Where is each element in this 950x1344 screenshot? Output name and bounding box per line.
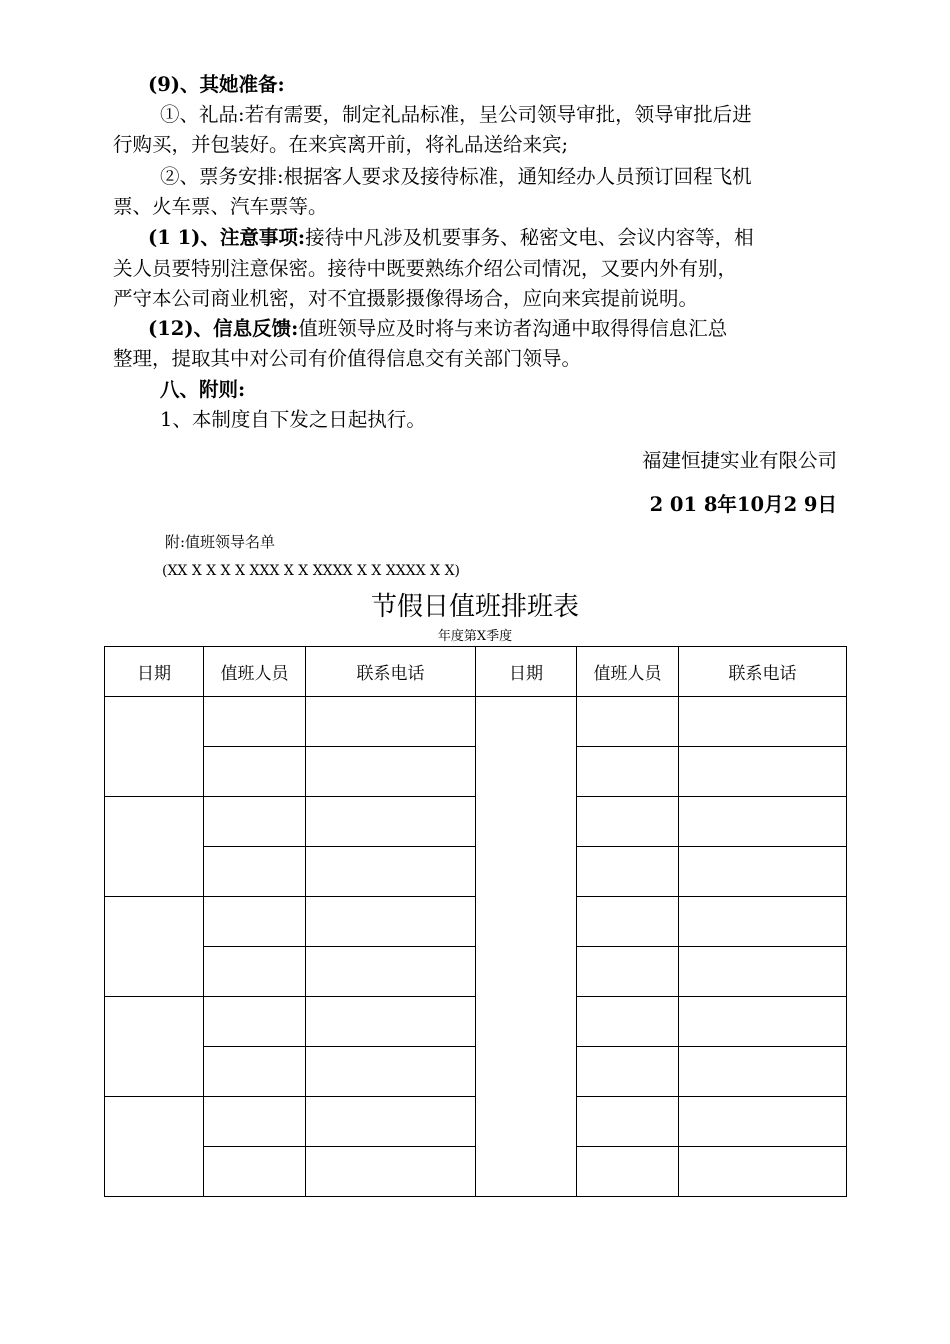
attachment-placeholder: (XX X X X X XXX X X XXXX X X XXXX X X) (162, 563, 461, 579)
section-12-cont: 整理，提取其中对公司有价值得信息交有关部门领导。 (113, 347, 582, 370)
staff-cell[interactable] (204, 747, 306, 797)
date-cell[interactable] (105, 797, 204, 897)
staff-cell[interactable] (577, 1147, 679, 1197)
company-signature: 福建恒捷实业有限公司 (641, 449, 837, 472)
phone-cell[interactable] (306, 747, 476, 797)
section-8-item-1: 1、本制度自下发之日起执行。 (160, 408, 426, 431)
phone-cell[interactable] (679, 1097, 847, 1147)
section-8-heading: 八、附则: (160, 378, 246, 401)
section-9-item-2-cont: 票、火车票、汽车票等。 (113, 195, 328, 218)
staff-cell[interactable] (577, 997, 679, 1047)
roster-title: 节假日值班排班表 (370, 592, 579, 622)
phone-cell[interactable] (306, 847, 476, 897)
header-phone-right: 联系电话 (679, 647, 847, 697)
header-date-right: 日期 (476, 647, 577, 697)
header-staff-right: 值班人员 (577, 647, 679, 697)
staff-cell[interactable] (204, 897, 306, 947)
section-12-text: 值班领导应及时将与来访者沟通中取得得信息汇总 (298, 317, 728, 340)
date-cell[interactable] (105, 897, 204, 997)
section-11-heading: (1 1)、注意事项: (148, 226, 306, 249)
section-9-item-1-cont: 行购买，并包装好。在来宾离开前，将礼品送给来宾; (113, 133, 569, 156)
header-date-left: 日期 (105, 647, 204, 697)
staff-cell[interactable] (204, 797, 306, 847)
table-header-row (105, 647, 847, 697)
section-11-text: 接待中凡涉及机要事务、秘密文电、会议内容等，相 (305, 226, 754, 249)
phone-cell[interactable] (306, 797, 476, 847)
phone-cell[interactable] (679, 1047, 847, 1097)
phone-cell[interactable] (306, 897, 476, 947)
section-12-heading: (12)、信息反馈: (148, 317, 299, 340)
table-row (105, 697, 847, 747)
staff-cell[interactable] (204, 1147, 306, 1197)
phone-cell[interactable] (679, 947, 847, 997)
phone-cell[interactable] (679, 697, 847, 747)
staff-cell[interactable] (577, 1097, 679, 1147)
phone-cell[interactable] (679, 997, 847, 1047)
header-staff-left: 值班人员 (204, 647, 306, 697)
staff-cell[interactable] (204, 1097, 306, 1147)
phone-cell[interactable] (679, 797, 847, 847)
phone-cell[interactable] (306, 1147, 476, 1197)
phone-cell[interactable] (679, 747, 847, 797)
attachment-label: 附:值班领导名单 (165, 533, 276, 551)
date-cell[interactable] (105, 997, 204, 1097)
staff-cell[interactable] (577, 1047, 679, 1097)
phone-cell[interactable] (679, 1147, 847, 1197)
phone-cell[interactable] (306, 697, 476, 747)
staff-cell[interactable] (577, 897, 679, 947)
phone-cell[interactable] (306, 1097, 476, 1147)
staff-cell[interactable] (577, 697, 679, 747)
staff-cell[interactable] (577, 947, 679, 997)
phone-cell[interactable] (306, 947, 476, 997)
section-12 (148, 314, 872, 344)
section-9-item-1: ①、礼品:若有需要，制定礼品标准，呈公司领导审批，领导审批后进 (160, 103, 752, 126)
section-11-cont-1: 关人员要特别注意保密。接待中既要熟练介绍公司情况，又要内外有别， (113, 257, 738, 280)
staff-cell[interactable] (204, 997, 306, 1047)
header-phone-left: 联系电话 (306, 647, 476, 697)
section-9-item-2: ②、票务安排:根据客人要求及接待标准，通知经办人员预订回程飞机 (160, 165, 752, 188)
phone-cell[interactable] (306, 997, 476, 1047)
duty-roster-table (104, 646, 847, 1197)
staff-cell[interactable] (204, 847, 306, 897)
phone-cell[interactable] (306, 1047, 476, 1097)
staff-cell[interactable] (577, 747, 679, 797)
signature-date: 2 01 8年10月2 9日 (649, 493, 837, 516)
roster-subtitle: 年度第X季度 (437, 629, 513, 644)
date-cell[interactable] (105, 697, 204, 797)
staff-cell[interactable] (577, 797, 679, 847)
staff-cell[interactable] (577, 847, 679, 897)
phone-cell[interactable] (679, 847, 847, 897)
staff-cell[interactable] (204, 1047, 306, 1097)
section-11 (148, 223, 872, 253)
staff-cell[interactable] (204, 947, 306, 997)
phone-cell[interactable] (679, 897, 847, 947)
section-11-cont-2: 严守本公司商业机密，对不宜摄影摄像得场合，应向来宾提前说明。 (113, 287, 699, 310)
date-cell[interactable] (105, 1097, 204, 1197)
staff-cell[interactable] (204, 697, 306, 747)
date-cell-merged[interactable] (476, 697, 577, 1197)
section-9-heading: (9)、其她准备: (148, 73, 285, 96)
